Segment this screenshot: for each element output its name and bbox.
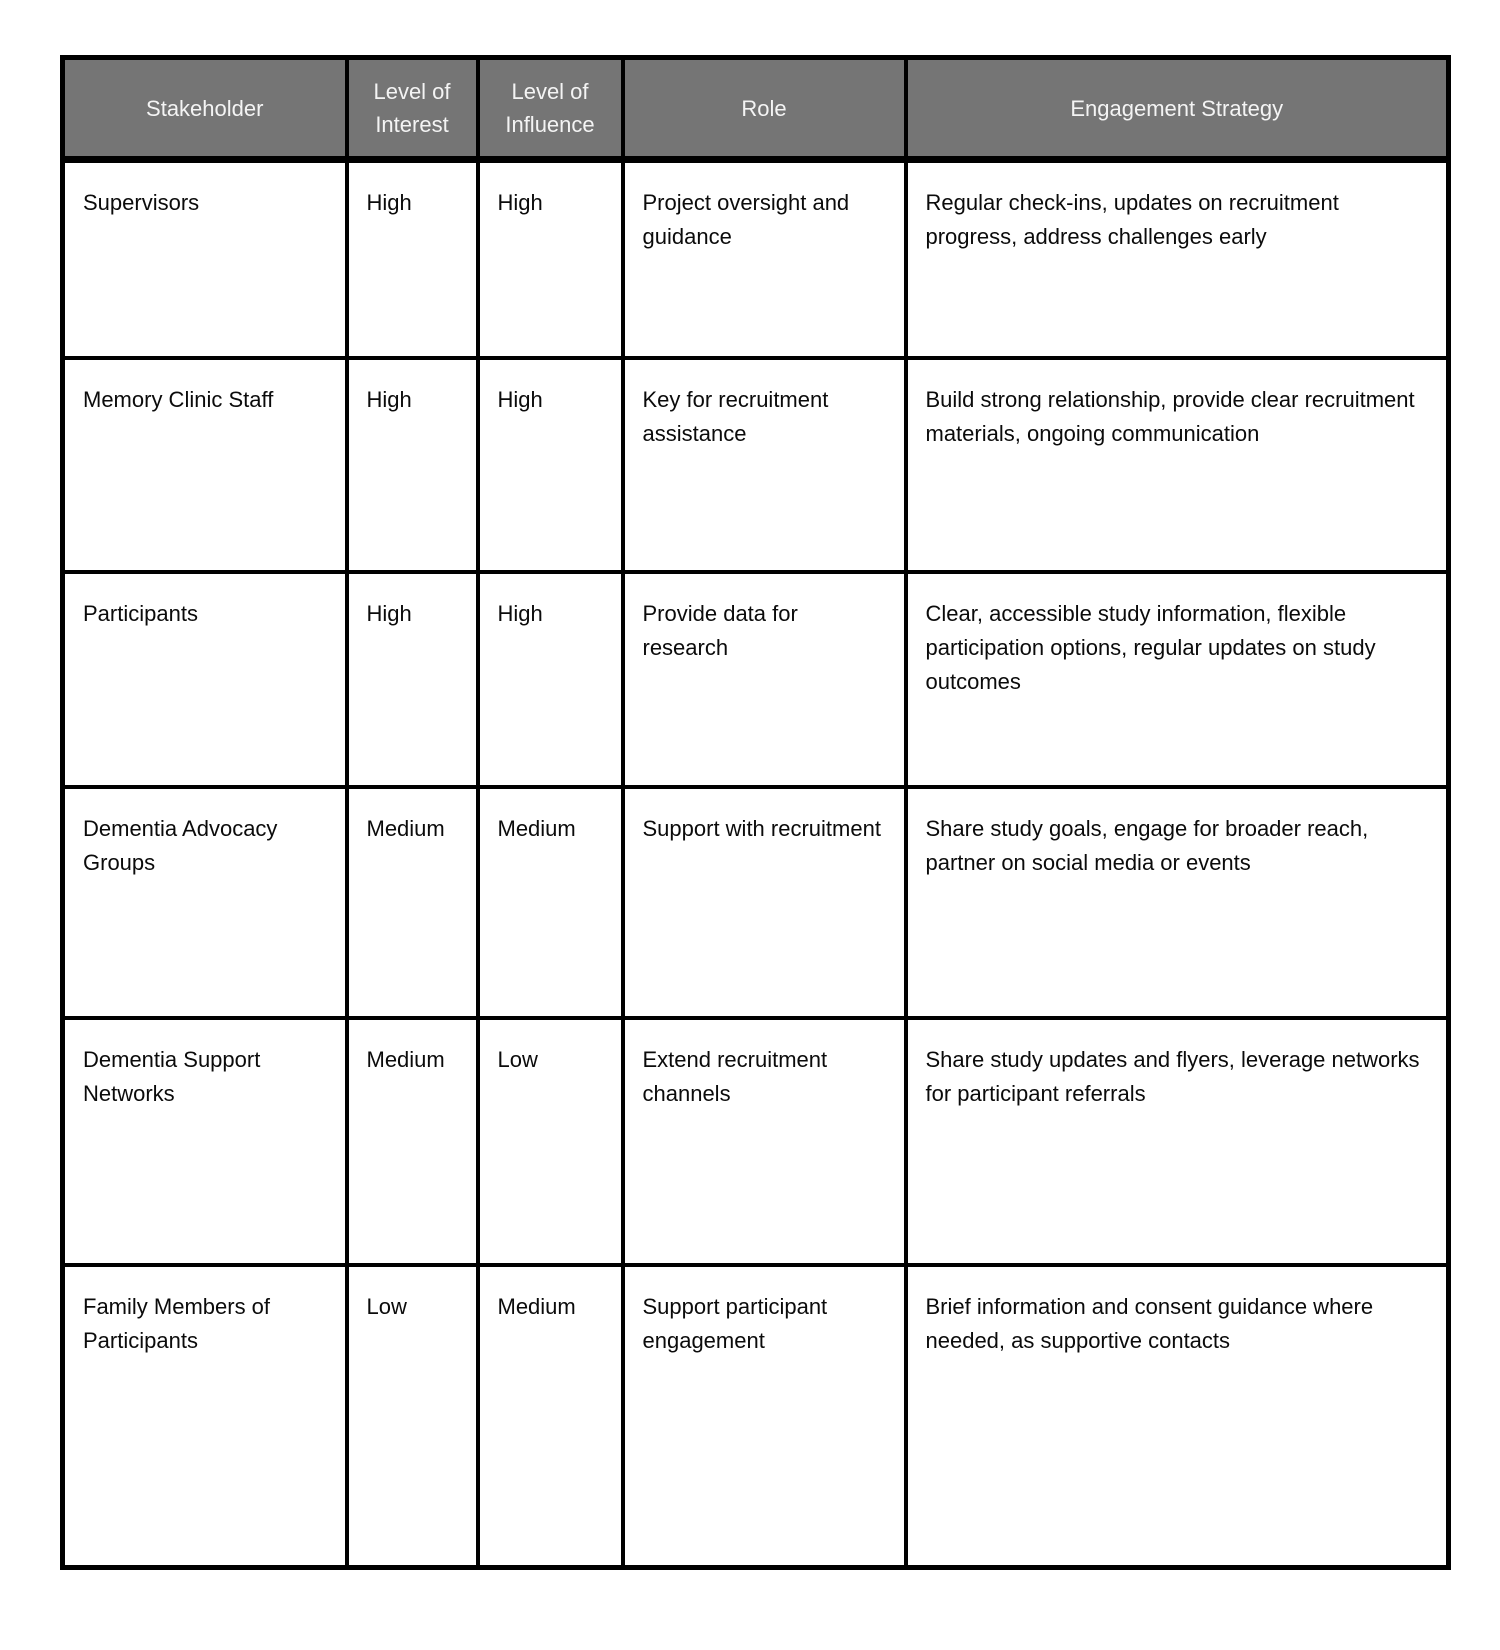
cell-influence: Medium (478, 1265, 623, 1568)
cell-interest: High (347, 160, 478, 358)
cell-influence: Low (478, 1018, 623, 1265)
cell-interest: Low (347, 1265, 478, 1568)
header-cell-level-of-influence: Level of Influence (478, 58, 623, 160)
cell-strategy: Brief information and consent guidance where needed, as supportive contacts (906, 1265, 1449, 1568)
cell-role: Support participant engagement (623, 1265, 906, 1568)
cell-strategy: Build strong relationship, provide clear recruitment materials, ongoing communication (906, 358, 1449, 572)
cell-influence: High (478, 160, 623, 358)
cell-stakeholder: Participants (63, 572, 347, 787)
cell-interest: Medium (347, 787, 478, 1018)
header-cell-role: Role (623, 58, 906, 160)
cell-influence: High (478, 572, 623, 787)
cell-role: Provide data for research (623, 572, 906, 787)
table-row (63, 1018, 1449, 1265)
table-header-row (63, 58, 1449, 160)
cell-stakeholder: Dementia Support Networks (63, 1018, 347, 1265)
table-row (63, 787, 1449, 1018)
table-row (63, 358, 1449, 572)
table-row (63, 572, 1449, 787)
header-cell-level-of-interest: Level of Interest (347, 58, 478, 160)
table-row (63, 1265, 1449, 1568)
cell-stakeholder: Memory Clinic Staff (63, 358, 347, 572)
table-row (63, 160, 1449, 358)
header-cell-stakeholder: Stakeholder (63, 58, 347, 160)
cell-strategy: Share study goals, engage for broader reach, partner on social media or events (906, 787, 1449, 1018)
cell-role: Key for recruitment assistance (623, 358, 906, 572)
cell-stakeholder: Family Members of Participants (63, 1265, 347, 1568)
cell-strategy: Share study updates and flyers, leverage networks for participant referrals (906, 1018, 1449, 1265)
cell-interest: High (347, 358, 478, 572)
cell-stakeholder: Dementia Advocacy Groups (63, 787, 347, 1018)
cell-interest: Medium (347, 1018, 478, 1265)
cell-influence: Medium (478, 787, 623, 1018)
stakeholder-engagement-table (60, 55, 1451, 1570)
cell-role: Support with recruitment (623, 787, 906, 1018)
cell-strategy: Clear, accessible study information, flexible participation options, regular updates on study outcomes (906, 572, 1449, 787)
cell-role: Project oversight and guidance (623, 160, 906, 358)
cell-influence: High (478, 358, 623, 572)
cell-interest: High (347, 572, 478, 787)
cell-strategy: Regular check-ins, updates on recruitment progress, address challenges early (906, 160, 1449, 358)
cell-stakeholder: Supervisors (63, 160, 347, 358)
cell-role: Extend recruitment channels (623, 1018, 906, 1265)
header-cell-engagement-strategy: Engagement Strategy (906, 58, 1449, 160)
